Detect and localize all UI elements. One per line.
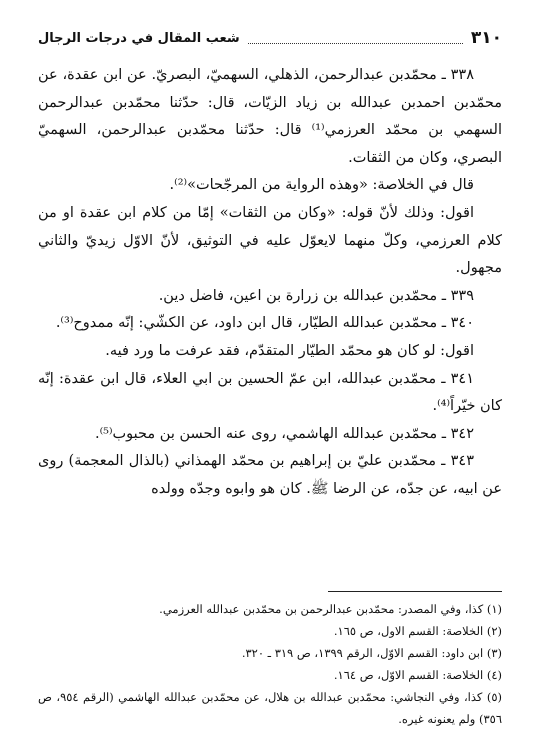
page-number: ٣١٠ (470, 28, 502, 48)
author-comment: اقول: وذلك لأنّ قوله: «وكان من الثقات» إمّا من كلام ابن عقدة او من كلام العرزمي، وكلّ منهما لايعوّل عليه في التوثيق، لأنّ الاوّل زيديّ والثاني مجهول. (38, 204, 502, 277)
page-header (38, 26, 502, 50)
footnote: (٥) كذا، وفي النجاشي: محمّدبن عبدالله بن هلال، عن محمّدبن عبدالله الهاشمي (الرقم ٩٥٤، ص ٣٥٦) ولم يعنونه غيره. (38, 690, 502, 726)
entry-341: ٣٤١ ـ محمّدبن عبدالله، ابن عمّ الحسين بن ابي العلاء، قال ابن عقدة: إنّه كان خيّراً⁽⁴⁾. (38, 370, 502, 415)
header-rule (248, 33, 463, 44)
entry-340: ٣٤٠ ـ محمّدبن عبدالله الطيّار، قال ابن داود، عن الكشّي: إنّه ممدوح⁽³⁾. (55, 315, 474, 332)
entry-343: ٣٤٣ ـ محمّدبن عليّ بن إبراهيم بن محمّد الهمذاني (بالذال المعجمة) روى عن ابيه، عن جدّه، عن الرضا ﷺ. كان هو وابوه وجدّه وولده (38, 453, 502, 497)
author-comment: اقول: لو كان هو محمّد الطيّار المتقدّم، فقد عرفت ما ورد فيه. (105, 342, 474, 359)
footnotes (38, 598, 502, 730)
khulasa-quote: قال في الخلاصة: «وهذه الرواية من المرجّحات»⁽²⁾. (169, 177, 474, 194)
entry-339: ٣٣٩ ـ محمّدبن عبدالله بن زرارة بن اعين، فاضل دين. (158, 287, 474, 304)
footnote: (٣) ابن داود: القسم الاوّل، الرقم ١٣٩٩، ص ٣١٩ ـ ٣٢٠. (241, 646, 502, 660)
main-text (38, 62, 502, 504)
entry-342: ٣٤٢ ـ محمّدبن عبدالله الهاشمي، روى عنه الحسن بن محبوب⁽⁵⁾. (94, 425, 474, 442)
footnote-separator (328, 591, 502, 592)
footnote: (٤) الخلاصة: القسم الاوّل، ص ١٦٤. (333, 668, 502, 682)
footnote: (١) كذا، وفي المصدر: محمّدبن عبدالرحمن بن محمّدبن عبدالله العرزمي. (159, 602, 502, 616)
running-title: شعب المقال في درجات الرجال (38, 30, 240, 46)
footnote: (٢) الخلاصة: القسم الاول، ص ١٦٥. (333, 624, 502, 638)
entry-338: ٣٣٨ ـ محمّدبن عبدالرحمن، الذهلي، السهميّ، البصريّ. عن ابن عقدة، عن محمّدبن احمدبن عبدالله بن زياد الزيّات، قال: حدّثنا محمّدبن عبدالرحمن السهمي بن محمّد العرزمي⁽¹⁾ قال: حدّثنا محمّدبن عبدالرحمن، السهميّ البصري، وكان من الثقات. (38, 67, 502, 166)
